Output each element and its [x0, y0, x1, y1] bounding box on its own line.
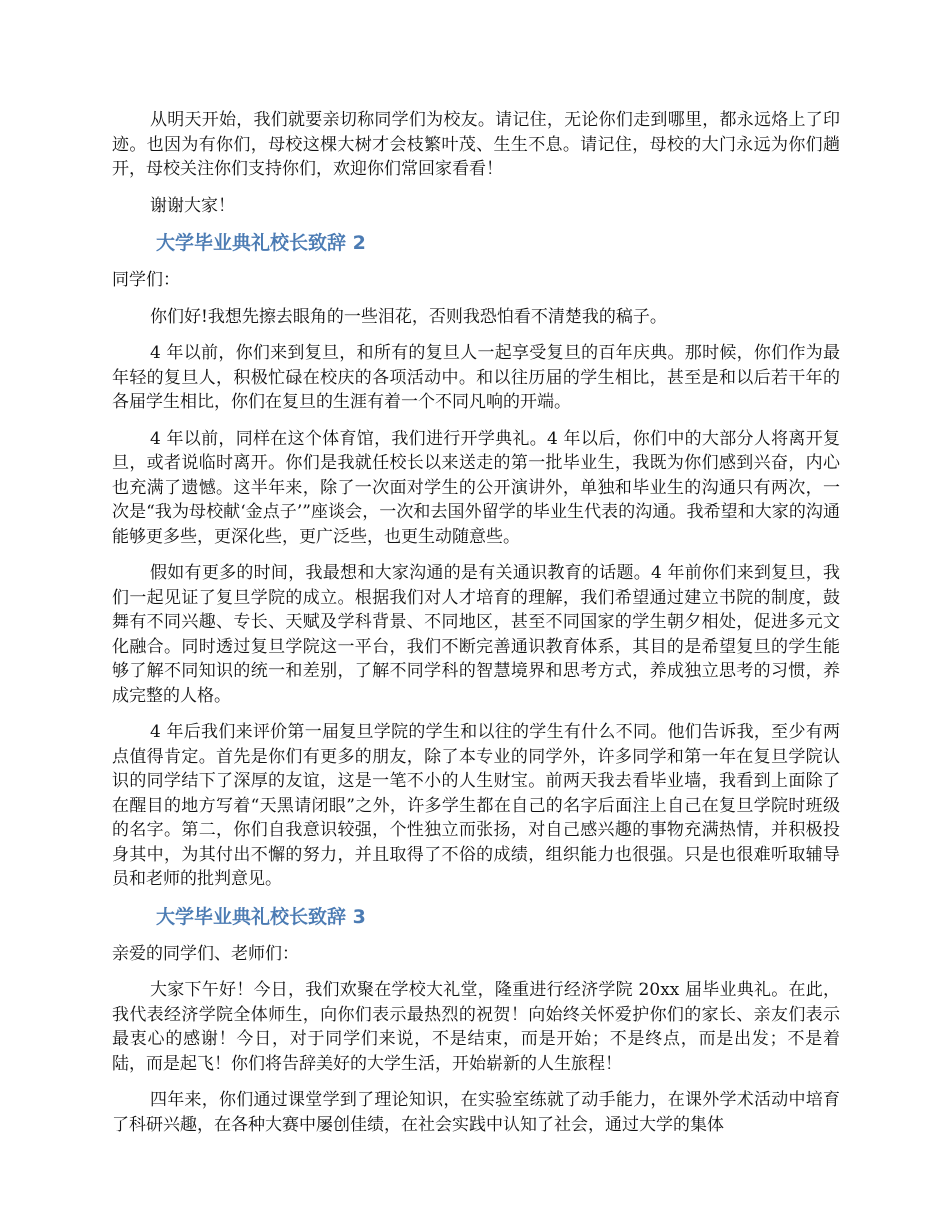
section-heading-3: 大学毕业典礼校长致辞 3 [156, 905, 366, 928]
section-heading-2: 大学毕业典礼校长致辞 2 [156, 232, 366, 254]
salutation: 同学们： [112, 270, 180, 290]
paragraph: 4 年后我们来评价第一届复旦学院的学生和以往的学生有什么不同。他们告诉我，至少有两点值得肯定。首先是你们有更多的朋友，除了本专业的同学外，许多同学和第一年在复旦学院认识的同学结下了深厚的友谊，这是一笔不小的人生财宝。前两天我去看毕业墙，我看到上面除了在醒目的地方写着“天黑请闭眼”之外，许多学生都在自己的名字后面注上自己在复旦学院时班级的名字。第二，你们自我意识较强，个性独立而张扬，对自己感兴趣的事物充满热情，并积极投身其中，为其付出不懈的努力，并且取得了不俗的成绩，组织能力也很强。只是也很难听取辅导员和老师的批判意见。 [112, 722, 840, 889]
paragraph-thanks: 谢谢大家！ [150, 195, 235, 216]
paragraph: 四年来，你们通过课堂学到了理论知识，在实验室练就了动手能力，在课外学术活动中培育了科研兴趣，在各种大赛中屡创佳绩，在社会实践中认知了社会，通过大学的集体 [112, 1090, 840, 1135]
paragraph: 大家下午好！今日，我们欢聚在学校大礼堂，隆重进行经济学院 20xx 届毕业典礼。在此，我代表经济学院全体师生，向你们表示最热烈的祝贺！向始终关怀爱护你们的家长、亲友们表示最衷心的感谢！今日，对于同学们来说，不是结束，而是开始；不是终点，而是出发；不是着陆，而是起飞！你们将告辞美好的大学生活，开始崭新的人生旅程！ [112, 980, 840, 1074]
paragraph: 你们好!我想先擦去眼角的一些泪花，否则我恐怕看不清楚我的稿子。 [150, 306, 667, 327]
paragraph: 4 年以前，同样在这个体育馆，我们进行开学典礼。4 年以后，你们中的大部分人将离开复旦，或者说临时离开。你们是我就任校长以来送走的第一批毕业生，我既为你们感到兴奋，内心也充满了遗憾。这半年来，除了一次面对学生的公开演讲外，单独和毕业生的沟通只有两次，一次是“我为母校献‘金点子’”座谈会，一次和去国外留学的毕业生代表的沟通。我希望和大家的沟通能够更多些，更深化些，更广泛些，也更生动随意些。 [112, 428, 840, 547]
document-page [112, 108, 840, 1149]
paragraph: 4 年以前，你们来到复旦，和所有的复旦人一起享受复旦的百年庆典。那时候，你们作为最年轻的复旦人，积极忙碌在校庆的各项活动中。和以往历届的学生相比，甚至是和以后若干年的各届学生相比，你们在复旦的生涯有着一个不同凡响的开端。 [112, 343, 840, 412]
paragraph: 假如有更多的时间，我最想和大家沟通的是有关通识教育的话题。4 年前你们来到复旦，我们一起见证了复旦学院的成立。根据我们对人才培育的理解，我们希望通过建立书院的制度，鼓舞有不同兴趣、专长、天赋及学科背景、不同地区，甚至不同国家的学生朝夕相处，促进多元文化融合。同时透过复旦学院这一平台，我们不断完善通识教育体系，其目的是希望复旦的学生能够了解不同知识的统一和差别，了解不同学科的智慧境界和思考方式，养成独立思考的习惯，养成完整的人格。 [112, 563, 840, 706]
salutation: 亲爱的同学们、老师们： [112, 943, 299, 964]
paragraph: 从明天开始，我们就要亲切称同学们为校友。请记住，无论你们走到哪里，都永远烙上了印迹。也因为有你们，母校这棵大树才会枝繁叶茂、生生不息。请记住，母校的大门永远为你们趟开，母校关注你们支持你们，欢迎你们常回家看看！ [112, 110, 840, 179]
